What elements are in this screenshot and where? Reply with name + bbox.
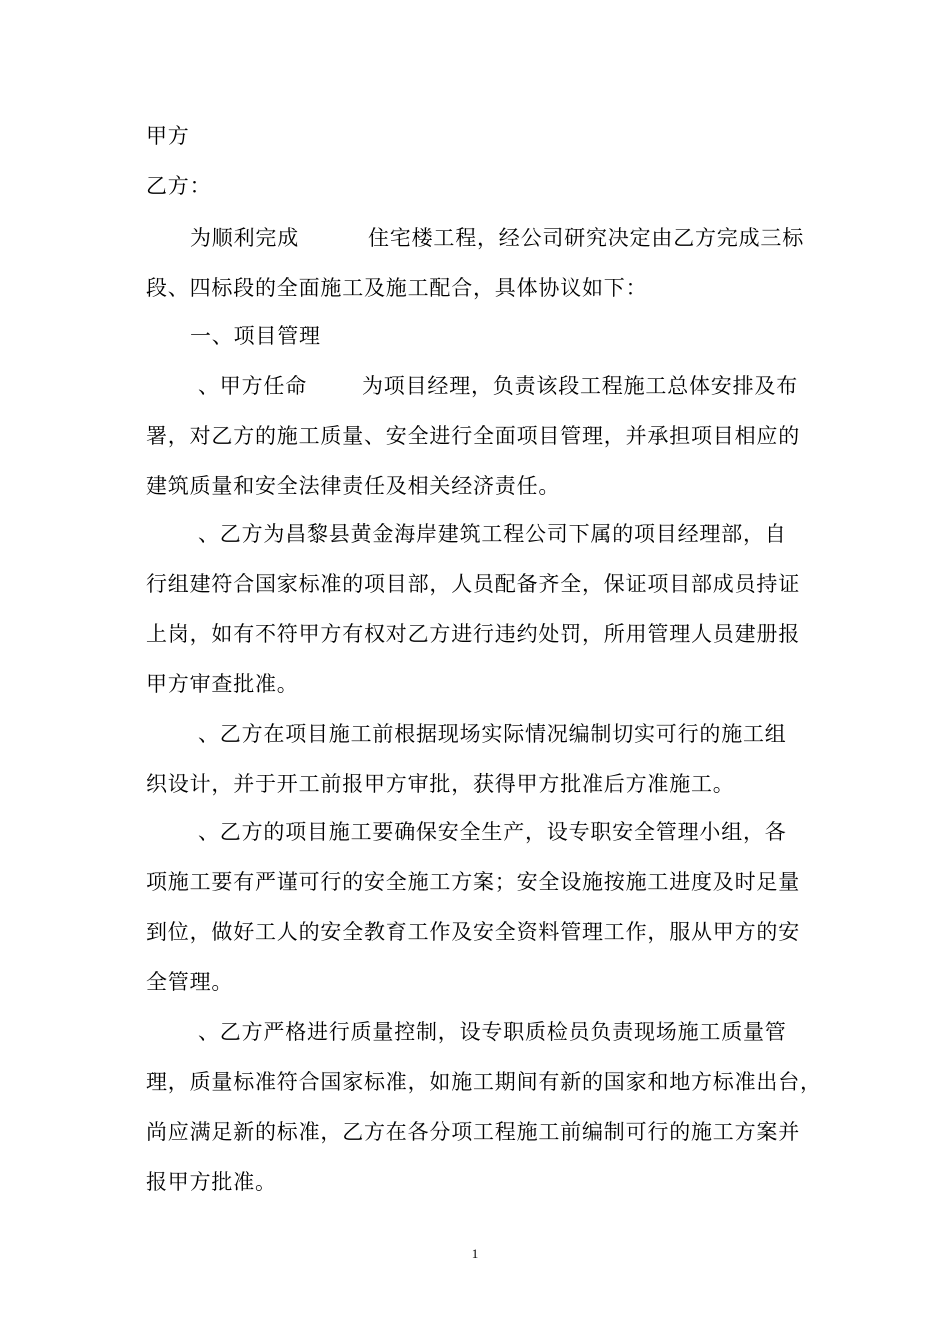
item-1-line-1b: 为项目经理，负责该段工程施工总体安排及布 [362, 374, 798, 398]
party-b-label: 乙方： [146, 174, 212, 198]
item-1-line-1a: 、甲方任命 [198, 374, 307, 398]
item-2-line-4: 甲方审查批准。 [146, 672, 299, 696]
item-5-line-2: 理，质量标准符合国家标准，如施工期间有新的国家和地方标准出台， [146, 1070, 822, 1094]
item-4-line-1: 、乙方的项目施工要确保安全生产，设专职安全管理小组，各 [198, 820, 787, 844]
intro-line-1a: 为顺利完成 [190, 226, 299, 250]
item-4-line-4: 全管理。 [146, 970, 234, 994]
item-2-line-3: 上岗，如有不符甲方有权对乙方进行违约处罚，所用管理人员建册报 [146, 622, 800, 646]
item-3-line-1: 、乙方在项目施工前根据现场实际情况编制切实可行的施工组 [198, 722, 787, 746]
item-5-line-1: 、乙方严格进行质量控制，设专职质检员负责现场施工质量管 [198, 1020, 787, 1044]
page-number: 1 [471, 1246, 479, 1261]
item-1-line-2: 署，对乙方的施工质量、安全进行全面项目管理，并承担项目相应的 [146, 424, 800, 448]
item-1-line-3: 建筑质量和安全法律责任及相关经济责任。 [146, 474, 561, 498]
item-5-line-3: 尚应满足新的标准，乙方在各分项工程施工前编制可行的施工方案并 [146, 1120, 800, 1144]
party-a-label: 甲方 [146, 124, 190, 148]
item-2-line-2: 行组建符合国家标准的项目部，人员配备齐全，保证项目部成员持证 [146, 572, 800, 596]
item-3-line-2: 织设计，并于开工前报甲方审批，获得甲方批准后方准施工。 [146, 772, 735, 796]
item-5-line-4: 报甲方批准。 [146, 1170, 277, 1194]
intro-line-1b: 住宅楼工程，经公司研究决定由乙方完成三标 [368, 226, 804, 250]
item-4-line-2: 项施工要有严谨可行的安全施工方案；安全设施按施工进度及时足量 [146, 870, 800, 894]
section-1-title: 一、项目管理 [190, 324, 321, 348]
item-2-line-1: 、乙方为昌黎县黄金海岸建筑工程公司下属的项目经理部，自 [198, 522, 787, 546]
item-4-line-3: 到位，做好工人的安全教育工作及安全资料管理工作，服从甲方的安 [146, 920, 800, 944]
intro-line-2: 段、四标段的全面施工及施工配合，具体协议如下： [146, 276, 648, 300]
